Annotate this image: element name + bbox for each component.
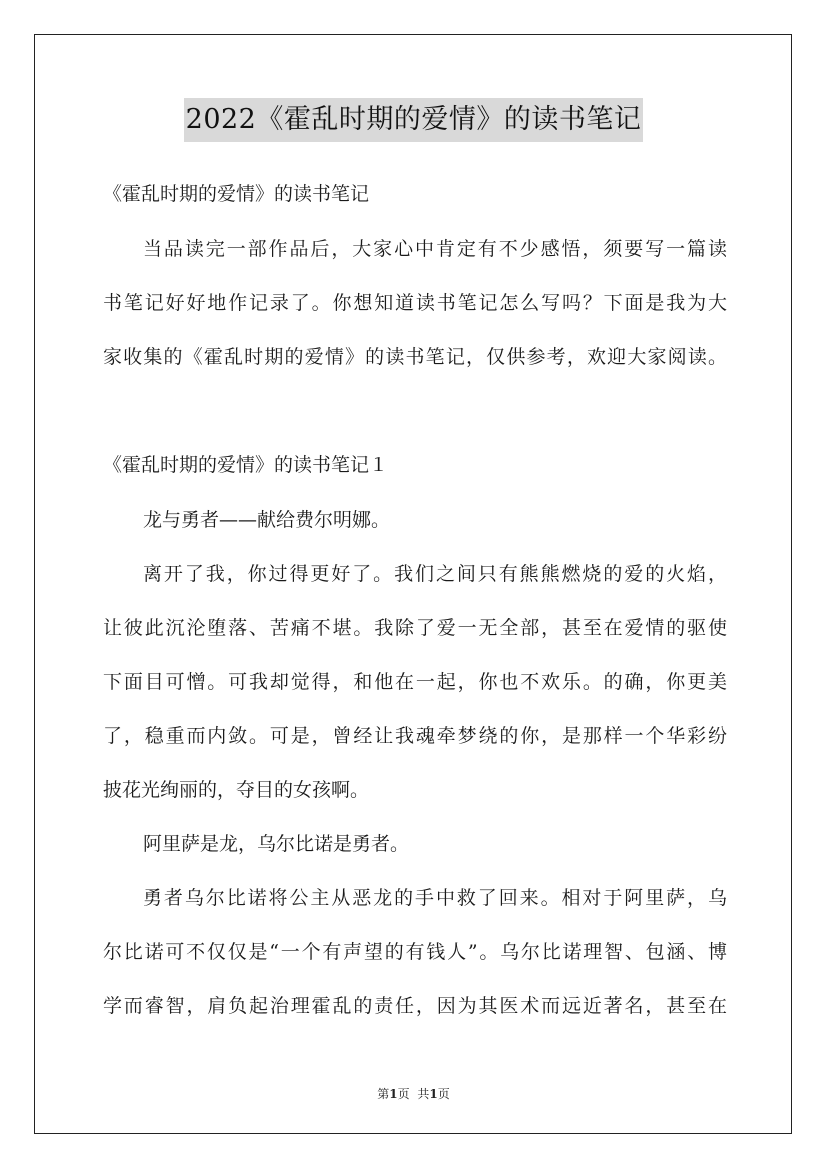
section-heading: 《霍乱时期的爱情》的读书笔记１ xyxy=(103,454,389,476)
para3-line-3: 学而睿智，肩负起治理霍乱的责任，因为其医术而远近著名，甚至在 xyxy=(103,995,727,1017)
dedication-line: 龙与勇者——献给费尔明娜。 xyxy=(143,509,391,531)
footer-page-total: 1 xyxy=(429,1087,438,1101)
para3-line-2: 尔比诺可不仅仅是“一个有声望的有钱人”。乌尔比诺理智、包涵、博 xyxy=(103,941,727,963)
page-footer xyxy=(0,1085,827,1102)
footer-total-prefix: 共 xyxy=(417,1087,430,1101)
para3-line-1: 勇者乌尔比诺将公主从恶龙的手中救了回来。相对于阿里萨，乌 xyxy=(143,887,727,909)
footer-page-prefix: 第 xyxy=(377,1087,390,1101)
intro-line-1: 当品读完一部作品后，大家心中肯定有不少感悟，须要写一篇读 xyxy=(143,238,727,260)
document-subtitle: 《霍乱时期的爱情》的读书笔记 xyxy=(103,183,370,205)
para1-line-5: 披花光绚丽的，夺目的女孩啊。 xyxy=(103,779,370,801)
para1-line-1: 离开了我，你过得更好了。我们之间只有熊熊燃烧的爱的火焰， xyxy=(143,563,727,585)
document-title: 2022《霍乱时期的爱情》的读书笔记 xyxy=(184,98,644,142)
para1-line-4: 了，稳重而内敛。可是，曾经让我魂牵梦绕的你，是那样一个华彩纷 xyxy=(103,725,727,747)
para2-line: 阿里萨是龙，乌尔比诺是勇者。 xyxy=(143,833,410,855)
para1-line-2: 让彼此沉沦堕落、苦痛不堪。我除了爱一无全部，甚至在爱情的驱使 xyxy=(103,617,727,639)
title-container xyxy=(0,98,827,142)
footer-total-suffix: 页 xyxy=(437,1087,450,1101)
footer-page-suffix: 页 xyxy=(397,1087,410,1101)
intro-line-2: 书笔记好好地作记录了。你想知道读书笔记怎么写吗？下面是我为大 xyxy=(103,292,727,314)
footer-page-current: 1 xyxy=(389,1087,398,1101)
para1-line-3: 下面目可憎。可我却觉得，和他在一起，你也不欢乐。的确，你更美 xyxy=(103,671,727,693)
intro-line-3: 家收集的《霍乱时期的爱情》的读书笔记，仅供参考，欢迎大家阅读。 xyxy=(103,346,727,368)
